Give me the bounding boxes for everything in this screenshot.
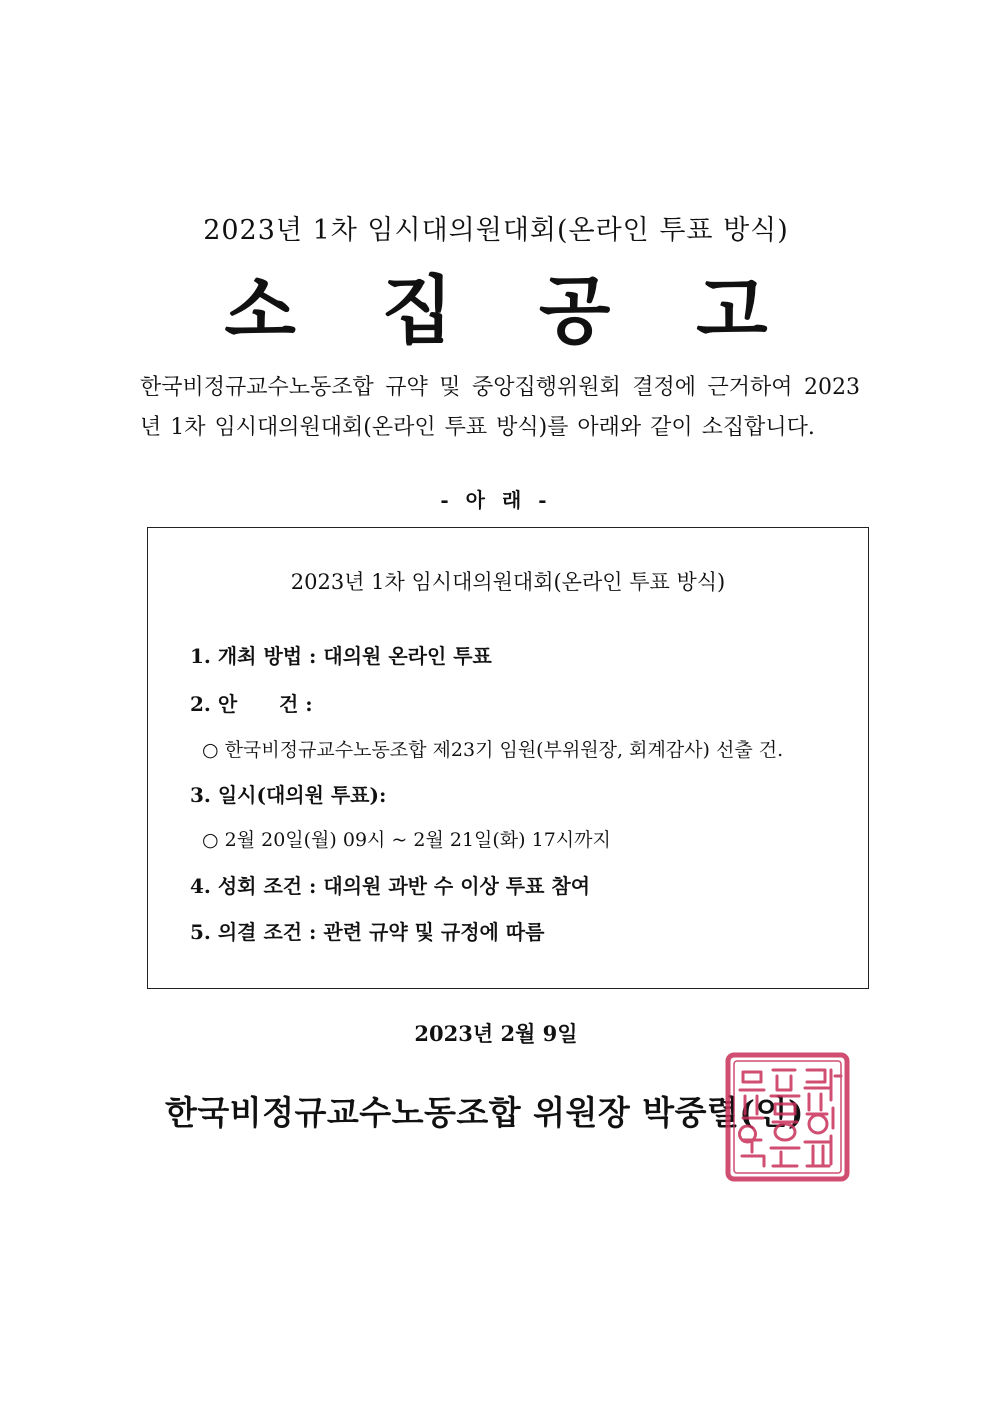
intro-paragraph: 한국비정규교수노동조합 규약 및 중앙집행위원회 결정에 근거하여 2023년 1차 임시대의원대회(온라인 투표 방식)를 아래와 같이 소집합니다. <box>140 375 860 440</box>
details-box-title: 2023년 1차 임시대의원대회(온라인 투표 방식) <box>290 570 726 594</box>
agenda-schedule-detail: ○ 2월 20일(월) 09시 ~ 2월 21일(화) 17시까지 <box>202 829 611 851</box>
notice-subtitle: 2023년 1차 임시대의원대회(온라인 투표 방식) <box>203 215 789 246</box>
agenda-item-quorum: 4. 성회 조건 : 대의원 과반 수 이상 투표 참여 <box>190 874 591 898</box>
section-divider-label: - 아 래 - <box>440 488 552 512</box>
official-seal-stamp <box>725 1052 850 1182</box>
details-box <box>147 527 869 989</box>
agenda-item-resolution: 5. 의결 조건 : 관련 규약 및 규정에 따름 <box>190 920 545 944</box>
agenda-item-schedule: 3. 일시(대의원 투표): <box>190 783 387 807</box>
page-title: 소 집 공 고 <box>224 268 798 354</box>
agenda-subject-detail: ○ 한국비정규교수노동조합 제23기 임원(부위원장, 회계감사) 선출 건. <box>202 739 784 761</box>
agenda-item-method: 1. 개최 방법 : 대의원 온라인 투표 <box>190 644 492 668</box>
agenda-item-subject: 2. 안 건 : <box>190 692 313 716</box>
notice-date: 2023년 2월 9일 <box>414 1021 578 1046</box>
signature-line: 한국비정규교수노동조합 위원장 박중렬(인) <box>165 1093 805 1132</box>
